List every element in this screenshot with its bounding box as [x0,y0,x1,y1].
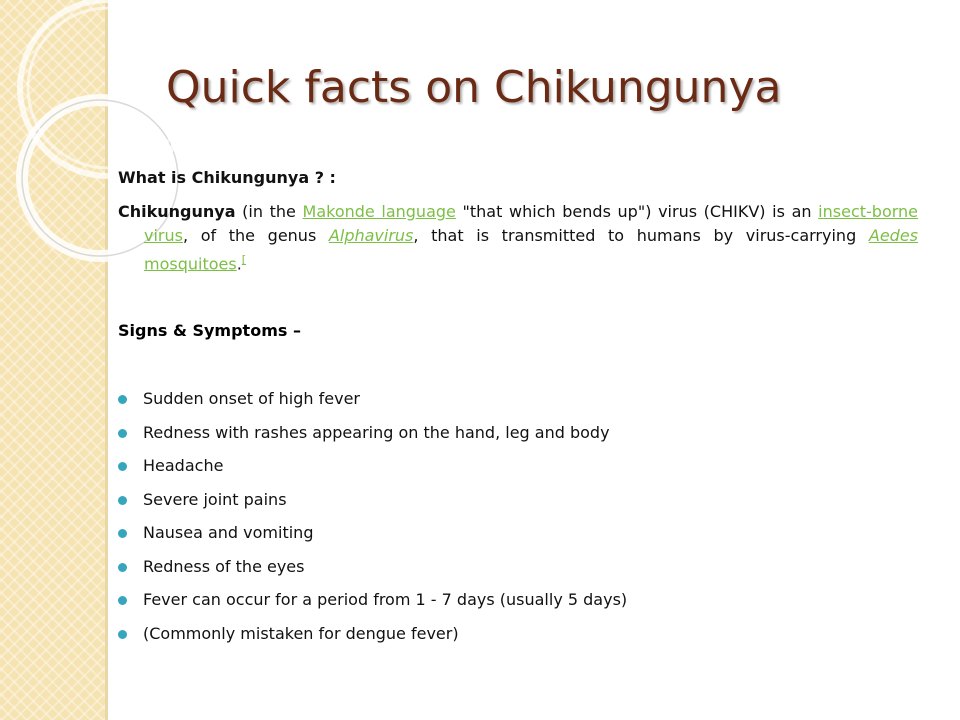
symptoms-list [118,388,918,656]
definition-text-3: , of the genus [182,226,329,245]
definition-text-4: , that is transmitted to humans by virus-carrying [413,226,869,245]
list-item-text: (Commonly mistaken for dengue fever) [143,623,459,643]
signs-heading: Signs & Symptoms – [118,321,301,340]
link-makonde-language[interactable]: Makonde language [302,202,456,221]
bullet-icon [118,429,127,438]
link-mosquitoes[interactable]: mosquitoes [144,254,237,274]
definition-paragraph [118,200,918,276]
definition-text-1: (in the [235,202,303,221]
term: Chikungunya [118,202,236,221]
link-alphavirus[interactable]: Alphavirus [328,226,414,245]
bullet-icon [118,563,127,572]
list-item-text: Redness of the eyes [143,556,305,576]
bullet-icon [118,395,127,404]
bullet-icon [118,462,127,471]
list-item [118,556,918,590]
list-item-text: Nausea and vomiting [143,523,314,542]
list-item-text: Sudden onset of high fever [143,389,360,408]
slide-title: Quick facts on Chikungunya [166,62,782,113]
link-aedes[interactable]: Aedes [868,226,918,245]
slide-body [118,166,918,276]
list-item-text: Fever can occur for a period from 1 - 7 days (usually 5 days) [143,590,628,609]
definition-text-6: . [236,254,242,274]
bullet-icon [118,496,127,505]
list-item [118,489,918,523]
list-item [118,422,918,456]
link-insect-borne-virus[interactable]: insect-borne virus [144,202,919,245]
list-item [118,623,918,657]
reference-link[interactable]: [ [241,253,247,266]
bullet-icon [118,529,127,538]
bullet-icon [118,596,127,605]
definition-text-2: "that which bends up") virus (CHIKV) is an [455,202,819,221]
list-item [118,388,918,422]
bullet-icon [118,630,127,639]
what-heading: What is Chikungunya ? : [118,168,336,187]
list-item [118,522,918,556]
list-item-text: Redness with rashes appearing on the hand, leg and body [143,422,610,442]
list-item [118,455,918,489]
list-item [118,589,918,623]
list-item-text: Headache [143,456,224,475]
list-item-text: Severe joint pains [143,489,287,509]
